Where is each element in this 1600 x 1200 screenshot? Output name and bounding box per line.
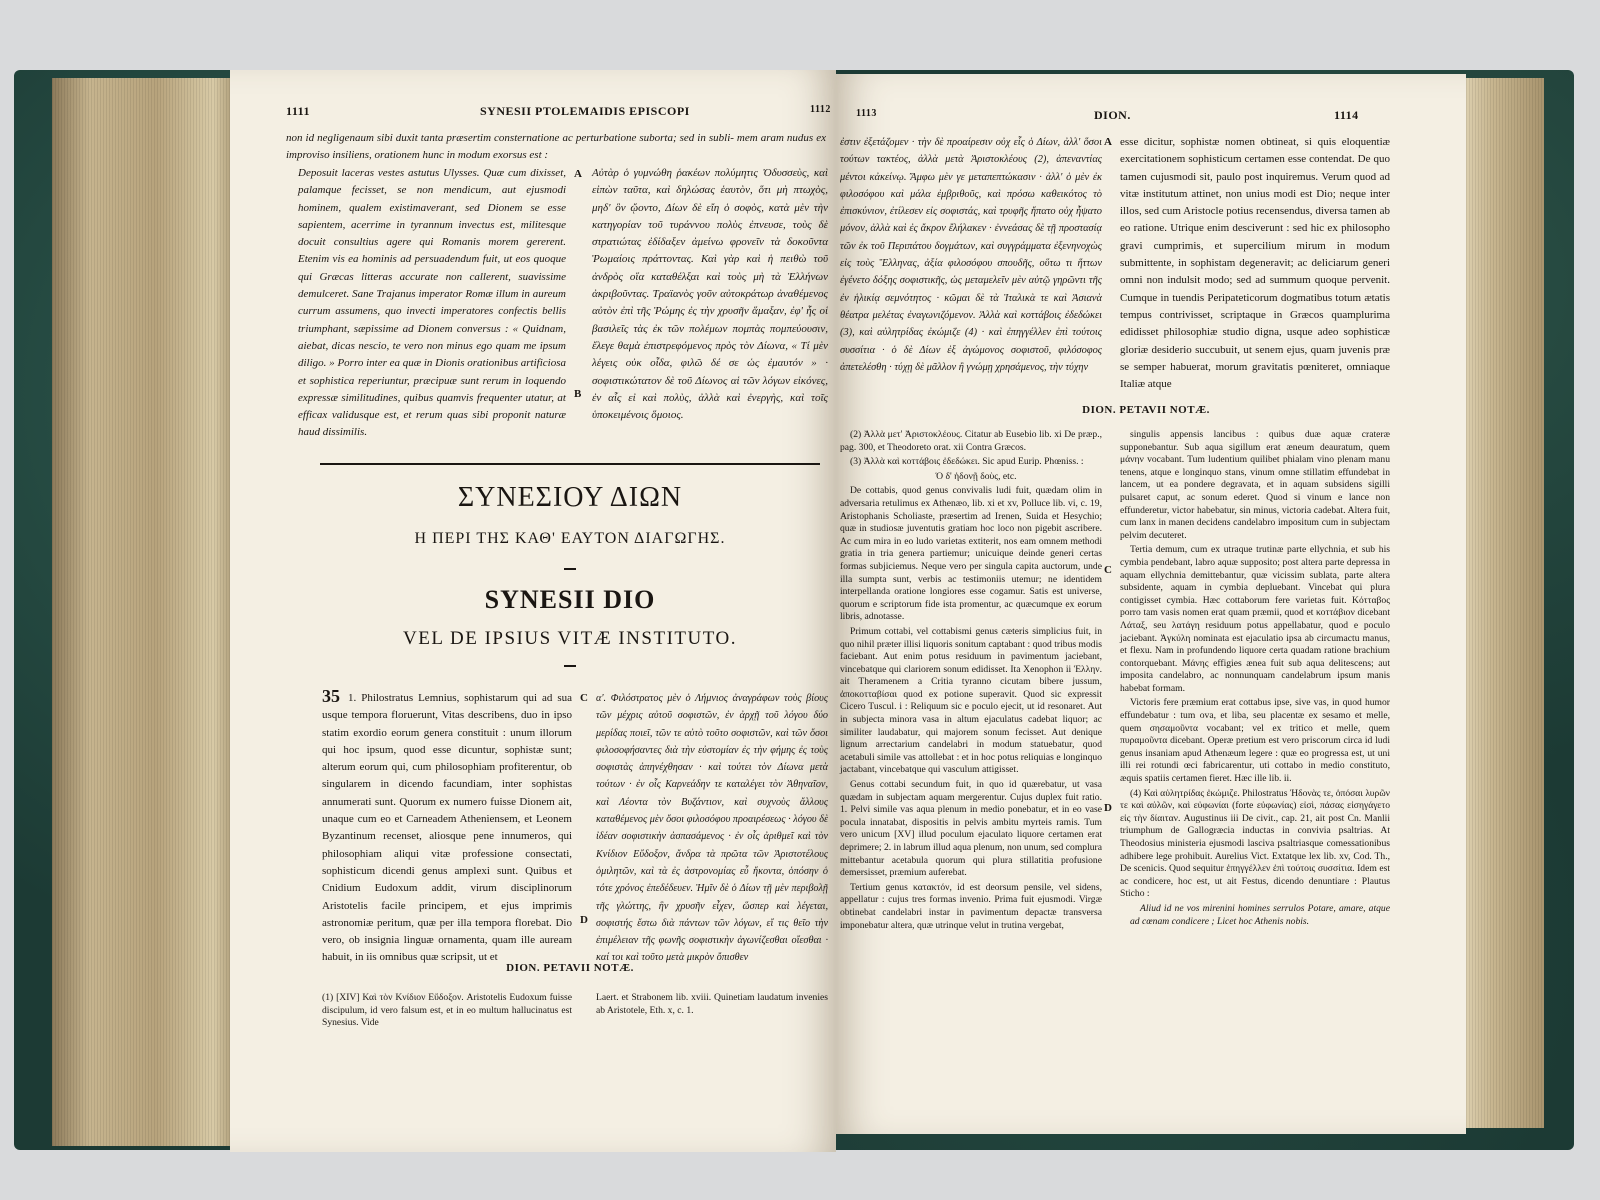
note-3-genus-primum: Primum cottabi, vel cottabismi genus cæteris simplicius fuit, in quo nihil præter illisi liquoris sonitum captabant : quod tribus modis faciebant. Aut enim potus residuum in pavimentum jaciebant, vincebatque qui clariorem sonum edidisset. Ita Xenophon ii Ἑλλην. ait Theramenem a Critia tyranno cicutam bibere jussum, ἀποκοτταβίσαι quod ex potione superavit. Quod sic expressit Cicero Tuscul. i : Reliquum sic e poculo ejecit, ut id resonaret. Aut in subjecta minora vasa in altum ejaculatus cadebat liquor; ac similiter laudabatur, qui majorem sonum fecisset. Aut denique lignum arrectarium candelabri in modum statuebatur, quod acetabuli simile vas attollebat : et in hoc potus reliquias e longinquo jactabant, vincebatque qui vasculum attigisset. — [840, 625, 1102, 776]
greek-column: ἐστιν ἐξετάζομεν · τὴν δὲ προαίρεσιν οὐχ εἷς ὁ Δίων, ἀλλ' ὅσοι τούτων τακτέος, ἀλλὰ μετὰ Ἀριστοκλέους (2), ἀπεναντίας μέντοι κἀκείνῳ. Ἄμφω μὲν γε μεταπεπτώκασιν · ἀλλ' ὁ μὲν ἐκ φιλοσόφου καὶ μάλα ἐμβριθοῦς, καὶ πρόσω καθεικότος τὸ ἐπισκύνιον, ἐτίλεσεν εἰς σοφιστάς, καὶ τρυφῆς ἥπατο οὐχ ἧψατο μόνον, ἀλλὰ καὶ ἐς ἄκρον ἔλήλακεν · ἐννεάσας δὲ τῇ προστασίᾳ τῶν ἐκ τοῦ Περιπάτου δογμάτων, καὶ συγγράμματα ἐξενηνοχὼς εἰς τοὺς Ἕλληνας, ἀξία φιλοσόφου σπουδῆς, οὕτω τι ἥττων ἐγένετο δόξης σοφιστικῆς, ὡς μεταμελεῖν μὲν αὐτῷ γηρῶντι τῆς ἐν ἡλικίᾳ σεμνότητος · κῶμαι δὲ τὰ Ἰταλικὰ τε καὶ Ἀσιανὰ θέατρα μελέτας ἐναγωνιζόμενον. Ἀλλὰ καὶ κοττάβοις ἐδεδώκει (3), καὶ αὐλητρίδας ἐκώμιζε (4) · καὶ ἐπηγγέλλεν ἐπὶ τούτοις συσσίτια · ὁ δὲ Δίων ἐξ ἀγώμονος σοφιστοῦ, φιλόσοφος ἀπετελέσθη · τύχῃ δὲ μᾶλλον ἢ γνώμῃ χρησάμενος, τὴν τύχην — [840, 137, 1102, 373]
running-head-title: SYNESII PTOLEMAIDIS EPISCOPI — [480, 104, 690, 118]
margin-letter-d: D — [1104, 802, 1112, 814]
page-number: 1111 — [286, 104, 311, 118]
greek-title: ΣΥΝΕΣΙΟΥ ΔΙΩΝ — [457, 482, 683, 513]
column-number: 1112 — [810, 104, 831, 115]
latin-title: SYNESII DIO — [484, 585, 656, 614]
note-3-tertia: Tertia demum, cum ex utraque trutinæ parte ellychnia, et sub his cymbia pendebant, labro aquæ supposito; post altera parte depressa in aquam ellychnia demittebantur, quæ vicissim sublata, parte altera subsidente, aquam in cymbia depluebant. Vincebat qui plura contigisset cymbia. Hæc cottaborum fere varietas fuit. Κότταβος porro tam vasis nomen erat quam præmii, quod et κοττάβιον dicebant Λάταξ, seu λατάγη residuum potus appellabatur, quod e poculo jaciebant. Ἀγκύλη nominata est ejaculatio ipsa ab circumactu manus, et flexu. Nam in profundendo liquore certa quadam ratione brachium contorquebant. Μάνης effigies ænea fuit sub aqua delitescens; aut imposita candelabro, ac nonnunquam candelabrum ipsum manis habebat formam. — [1120, 544, 1390, 694]
margin-letter-d: D — [580, 914, 588, 926]
note-2: (2) Ἀλλὰ μετ' Ἀριστοκλέους. Citatur ab Eusebio lib. xi De præp., pag. 300, et Theodoreto orat. xii Contra Græcos. — [840, 429, 1102, 453]
latin-column: Deposuit laceras vestes astutus Ulysses. Quæ cum dixisset, palamque fecisset, se non mendicum, aut ejusmodi hominem, qualem existimaverant, sed Dionem se esse sapientem, acerrime in tyrannum invectus est, militesque docuit consultius agere qui Romanis morem gererent. Etenim vis ea hominis ad persuadendum fuit, ut eos quoque qui Græcas litteras accurate non callerent, suavissime demulceret. Sane Trajanus imperator Romæ illum in aureum currum assumens, quo invecti imperatores confectis bellis triumphant, sæpissime ad Dionem conversus : « Quidnam, aiebat, dicas nescio, te vero non minus ego quam me ipsum diligo. » Porro inter ea quæ in Dionis orationibus artificiosa et sophistica reperiuntur, præcipuæ sunt rerum in loquendo expressæ similitudines, quibus quamvis frequenter utatur, at efficax validusque est, et rerum quas sibi proponit naturæ haud dissimilis. — [298, 167, 566, 439]
notes-heading: DION. PETAVII NOTÆ. — [1082, 404, 1210, 416]
note-3-continued: singulis appensis lancibus : quibus duæ aquæ crateræ supponebantur. Sub aqua sigillum erat æneum deauratum, quem μάνην vocabant. Tum ludentium quilibet phialam vino plenam manu tenens, atque e longinquo stans, vinum omne stillatim effundebat in lancem, ut ea pondere degravata, et in aquam subsidens sigilli pulsaret caput, ac sonum ederet. Quod si vinum e lance non effunderetur, victor habebatur, sin minus, victoria cadebat. Altera fuit, cum lanx in manen decidens candelabro impositum cum in subjectam pelvim decuteret. — [1120, 429, 1390, 541]
note-3-verse: Ὁ δ' ἡδονῇ δοὺς, etc. — [935, 470, 1017, 482]
page-block-right-edge — [1460, 78, 1544, 1128]
column-number: 1113 — [856, 108, 877, 119]
note-3: (3) Ἀλλὰ καὶ κοττάβοις ἐδεδώκει. Sic apud Eurip. Phœniss. : — [850, 456, 1084, 468]
margin-letter-a: A — [574, 168, 582, 180]
note-3-genus-tertium: Tertium genus κατακτόν, id est deorsum pensile, vel sidens, appellatur : cujus tres formas invenio. Prima fuit ejusmodi. Virgæ obtinebat candelabri instar in pavimentum depactæ transversa imponebatur altera, quæ utrinque velut in trutina vergebat, — [840, 881, 1102, 931]
note-3-genus-secundum: Genus cottabi secundum fuit, in quo id quærebatur, ut vasa quædam in subjectam aquam mergerentur. Cujus duplex fuit ratio. 1. Pelvi simile vas aqua plenum in medio ponebatur, et in eo vase pocula innatabat, dispositis in pelvis ambitu myrteis ramis. Tum vero unicum [XV] illud poculum ejaculato liquore certamen erat deprimere; 2. in labrum illud aqua plenum, non unum, sed complura mittebantur acetabula quorum qui plura stillatitia profusione demersisset, præmium auferebat. — [840, 779, 1102, 879]
margin-letter-c: C — [1104, 564, 1112, 576]
notes-column-2 — [1120, 429, 1390, 930]
section-number: 35 — [322, 686, 340, 706]
greek-body: α'. Φιλόστρατος μὲν ὁ Λήμνιος ἀναγράφων τοὺς βίους τῶν μέχρις αὐτοῦ σοφιστῶν, ἐν ἀρχῇ τοῦ λόγου δύο μερίδας ποιεῖ, τῶν τε αὐτὸ τοῦτο σοφιστῶν, καὶ τῶν ὅσοι φιλοσοφήσαντες διὰ τὴν εὐστομίαν ἐς τὴν φήμης ἐς τοὺς σοφιστὰς ἀπηνέχθησαν · καὶ τούτει τὸν Δίωνα μετὰ τούτων · ἐν οἷς Καρνεάδην τε καταλέγει τὸν Ἀθηναῖον, καὶ Λέοντα τὸν Βυζάντιον, καὶ συχνοὺς ἄλλους καταθέμενος μὲν ὅσοι φιλοσόφου προαιρέσεως · λόγου δὲ ἰδέαν σοφιστικὴν ἀσπασάμενος · ἐν οἷς ἀριθμεῖ καὶ τὸν Κνίδιον Εὔδοξον, ἄνδρα τὰ πρῶτα τῶν Ἀριστοτέλους ὁμιλητῶν, καὶ τὰ ἐς ἀστρονομίας εὖ ἥκοντα, ὁπόσην ὁ τότε χρόνος ἐπεδέδευεν. Ἡμῖν δὲ ὁ Δίων τῇ μὲν περιβολῇ τῆς γλώττης, ἣν χρυσῆν εἶχεν, ὥσπερ καὶ λέγεται, σοφιστής ἔστω διὰ πάντων τῶν λόγων, εἴ τις θεῖο τὴν ἐπιμέλειαν τῆς φωνῆς σοφιστικὴν ἀγωνίζεσθαι οἴεσθαι · καί τοι καὶ τοῦτο μετὰ μικρὸν ὄπισθεν — [596, 693, 828, 964]
note-3-praemium: Victoris fere præmium erat cottabus ipse, sive vas, in quod humor effundebatur : tum ova, et liba, seu placentæ ex sesamo et melle, quem σησαμοῦντα vocabant; vel ex tritico et melle, quem πυραμοῦντα dicebant. Operæ pretium est vero priscorum circa id ludi genus insaniam apud Athenæum legere : quæ eo progressa est, ut uni illi rei rotundi œci fabricarentur, uti cottabo in medio constituto, æquis spatiis certamen fieret. Hæc ille lib. ii. — [1120, 697, 1390, 785]
title-dash — [564, 665, 576, 667]
title-dash — [564, 568, 576, 570]
margin-letter-a: A — [1104, 136, 1112, 148]
notes-heading: DION. PETAVII NOTÆ. — [506, 962, 634, 974]
notes-column-1 — [840, 429, 1102, 934]
left-page — [230, 70, 836, 1152]
latin-subtitle: VEL DE IPSIUS VITÆ INSTITUTO. — [403, 628, 737, 649]
greek-column: Αὐτὰρ ὁ γυμνώθη ῥακέων πολύμητις Ὀδυσσεὺς, καὶ εἰπὼν ταῦτα, καὶ δηλώσας ἑαυτὸν, ὅτι μὴ πτωχὸς, μηδ' ὃν ᾤοντο, Δίων δὲ εἴη ὁ σοφὸς, κατὰ μὲν τὴν κατηγορίαν τοῦ τυράννου πολὺς ἐπνευσε, τοὺς δὲ στρατιώτας ἐδίδαξεν ἀμείνω φρονεῖν τὰ δοκοῦντα Ῥωμαίοις πράττοντας. Καὶ γὰρ καὶ ἡ πειθὼ τοῦ ἀνδρὸς οἵα καταθέλξαι καὶ τοὺς μὴ τὰ Ἑλλήνων ἀκριβοῦντας. Τραϊανὸς γοῦν αὐτοκράτωρ ἀναθέμενος αὐτὸν ἐπὶ τῆς Ῥώμης ἐς τὴν χρυσῆν ἅμαξαν, ἐφ' ἧς οἱ βασιλεῖς τὰς ἐκ τῶν πολέμων πομπὰς πομπεύουσιν, ἔλεγε θαμὰ ἐπιστρεφόμενος πρὸς τὸν Δίωνα, « Τί μὲν λέγεις οὐκ οἶδα, φιλῶ δέ σε ὡς ἐμαυτόν » · σοφιστικώτατον δὲ τοῦ Δίωνος αἱ τῶν λόγων εἰκόνες, ἐν αἷς εἰ καὶ πολὺς, ἀλλὰ καὶ ἐνεργὴς, καὶ τοῖς ὑποκειμένοις ὅμοιος. — [592, 167, 828, 422]
margin-letter-c: C — [580, 692, 588, 704]
running-head-title: DION. — [1094, 108, 1131, 122]
footnote-1-part-1: (1) [XIV] Καὶ τὸν Κνίδιον Εὔδοξον. Aristotelis Eudoxum fuisse discipulum, id vero falsum est, et in eo multum hallucinatus est Synesius. Vide — [322, 992, 572, 1029]
latin-lead-text: non id negligenaum sibi duxit tanta præsertim consternatione ac perturbatione suborta; sed in subli- mem aram nudus ex improviso insiliens, orationem hunc in modum exorsus est : — [286, 132, 826, 162]
margin-letter-b: B — [574, 388, 582, 400]
page-block-left-edge — [52, 78, 242, 1146]
latin-column: esse dicitur, sophistæ nomen obtineat, si quis eloquentiæ exercitationem sophisticum certamen esse contendat. De quo tamen cujusmodi sit, paulo post inquiremus. Verum quod ad vitæ institutum attinet, non unius modi est Dio; neque inter illos, sed cum Aristocle potius recensendus, diversa tamen ab eo ratione. Utrique enim desciverunt : sed hic ex philosopho gravi cumprimis, et supercilium mirum in modum submittente, in sophistam degeneravit; ac deliciarum generi omni non indulsit modo; sed ad summum quoque pervenit. Cumque in tuendis Peripateticorum dogmatibus totum ætatis tempus contrivisset, scriptaque in Græcos quamplurima edidisset philosophiæ studio digna, usque adeo sophisticæ gloriæ desiderio succubuit, ut senem ejus, quam juvenis præ se semper habuerat, morum gravitatis pœniteret, omniaque Italiæ atque — [1120, 136, 1390, 391]
title-rule — [320, 463, 820, 465]
greek-subtitle: Η ΠΕΡΙ ΤΗΣ ΚΑΘ' ΕΑΥΤΟΝ ΔΙΑΓΩΓΗΣ. — [414, 530, 726, 547]
latin-body: 1. Philostratus Lemnius, sophistarum qui ad sua usque tempora floruerunt, Vitas describens, duo in ipso statim exordio eorum genera constituit : unum illorum qui hoc ipsum, quod esse dicuntur, sophistæ sunt; alterum eorum qui, cum philosophiam profiterentur, ob singularem in dicendo facundiam, inter sophistas annumerati sunt. Quorum ex numero fuisse Dionem ait, unaque cum eo et Carneadem Atheniensem, et Leonem Byzantinum recenset, aliosque pene innumeros, qui philosophiam aliqui vitæ professione consectati, sophisticum dicendi genus amplexi sunt. Quibus et Cnidium Eudoxum addit, virum disciplinorum Aristotelis facile principem, et ejus imprimis astronomiæ peritum, quæ per illa tempora florebat. Dio vero, ob insignia linguæ ornamenta, quam ille auream habuit, in iis omnibus quæ scripsit, ut et — [322, 692, 572, 964]
note-4: (4) Καὶ αὐλητρίδας ἐκώμιζε. Philostratus Ἠδονὰς τε, ὁπόσαι λυρῶν τε καὶ αὐλῶν, καὶ εὐφωνίαι (forte εὐφωνίας) εἰσὶ, πάσας εἰσηγάγετο εἰς τὴν δίαιταν. Augustinus iii De civit., cap. 21, ait post Cn. Manlii triumphum de Gallogræcia inductas in convivia psaltrias. At Theodosius ministeria ejusmodi lasciva psaltriasque comessationibus adhibere lege prohibuit. Aurelius Vict. Extatque lex lib. xv, Cod. Th., De scenicis. Quod sequitur ἐπηγγέλλεν ἐπὶ τούτοις συσσίτια. Idem est ac condicere, hoc est, ut ait Festus, dicendo denuntiare : Plautus Sticho : — [1120, 787, 1390, 900]
plautus-verse: Aliud id ne vos mirenini homines serrulos Potare, amare, atque ad cœnam condicere ; Licet hoc Athenis nobis. — [1130, 902, 1390, 927]
page-number: 1114 — [1334, 108, 1359, 122]
note-3-cottabi-intro: De cottabis, quod genus convivalis ludi fuit, quædam olim in adversaria retulimus ex Athenæo, lib. xi et xv, Polluce lib. vi, c. 19, Aristophanis Scholiaste, præsertim ad Irenen, Suida et Hesychio; quæ in studiosæ juventutis gratiam hoc loco non pigebit ascribere. Ac cum mira in eo ludo varietas extiterit, nos eam omnem methodi gratia in tria genera partiemur; unicuique deinde generi certas formas subjiciemus. Neque vero per singula capita auctorum, unde illa sumpta sunt, verbis ac testimoniis utemur; ne identidem interpellanda oratione longiores esse cogamur. Satis est universe, quorum e scriptorum fide ista promentur, ac quæcumque ex eorum libris, adnotasse. — [840, 485, 1102, 623]
right-page — [836, 74, 1466, 1134]
footnote-1-part-2: Laert. et Strabonem lib. xviii. Quinetiam laudatum invenies ab Aristotele, Eth. x, c. 1. — [596, 992, 828, 1016]
